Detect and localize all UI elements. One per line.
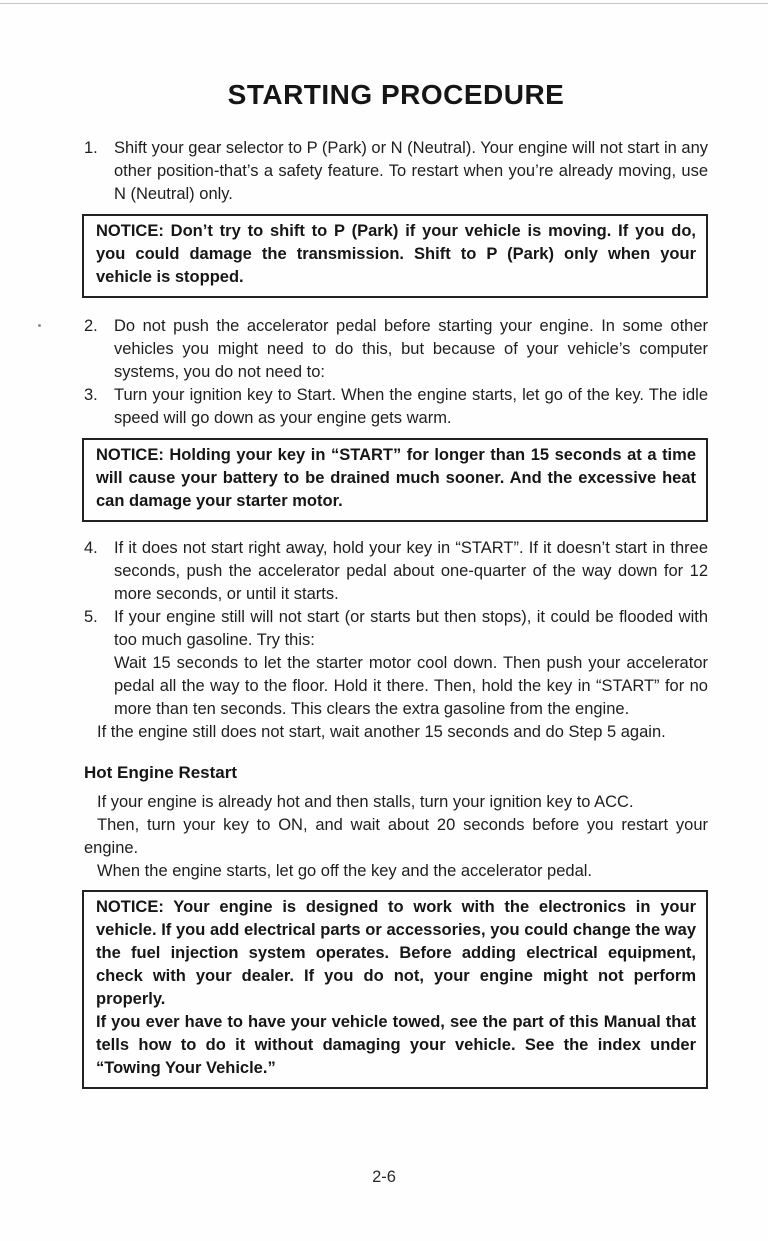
step-number: 3. — [84, 386, 98, 404]
step-item-2 — [84, 315, 708, 384]
step-text-continuation: Wait 15 seconds to let the starter motor cool down. Then push your accelerator pedal all the way to the floor. Hold it there. Then, hold the key in “START” for no more than ten seconds. This clears the extra gasoline from the engine. — [114, 654, 708, 718]
notice-box-electronics-towing — [82, 890, 708, 1089]
step-item-3 — [84, 384, 708, 430]
notice-text-towing: If you ever have to have your vehicle towed, see the part of this Manual that tells how to do it without damaging your vehicle. See the index under “Towing Your Vehicle.” — [96, 1013, 696, 1077]
notice-text: NOTICE: Don’t try to shift to P (Park) if your vehicle is moving. If you do, you could damage the transmission. Shift to P (Park) only when your vehicle is stopped. — [96, 222, 696, 286]
step-text: Do not push the accelerator pedal before starting your engine. In some other vehicles you might need to do this, but because of your vehicle’s computer systems, you do not need to: — [114, 317, 708, 381]
step-number: 4. — [84, 539, 98, 557]
step-text: Turn your ignition key to Start. When the engine starts, let go of the key. The idle speed will go down as your engine gets warm. — [114, 386, 708, 427]
notice-box-start-15-seconds — [82, 438, 708, 522]
notice-text: NOTICE: Your engine is designed to work with the electronics in your vehicle. If you add electrical parts or accessories, you could change the way the fuel injection system operates. Before adding electrical equipment, check with your dealer. If you do not, your engine might not perform properly. — [96, 898, 696, 1008]
step-text: Shift your gear selector to P (Park) or N (Neutral). Your engine will not start in any other position-that’s a safety feature. To restart when you’re already moving, use N (Neutral) only. — [114, 139, 708, 203]
scan-artifact-dot — [38, 324, 41, 327]
step-text — [114, 606, 708, 721]
scan-edge-line — [0, 3, 768, 4]
closing-paragraph: If the engine still does not start, wait another 15 seconds and do Step 5 again. — [97, 723, 666, 741]
hot-restart-paragraph-3: When the engine starts, let go off the key and the accelerator pedal. — [97, 862, 593, 880]
step-item-1 — [84, 137, 708, 206]
step-item-5 — [84, 606, 708, 721]
notice-box-shift-to-park — [82, 214, 708, 298]
section-heading-hot-engine-restart: Hot Engine Restart — [84, 763, 238, 782]
step-number: 2. — [84, 317, 98, 335]
hot-restart-paragraph-1: If your engine is already hot and then stalls, turn your ignition key to ACC. — [97, 793, 634, 811]
hot-restart-paragraph-2: Then, turn your key to ON, and wait about 20 seconds before you restart your engine. — [84, 816, 708, 857]
page-title: STARTING PROCEDURE — [227, 79, 565, 110]
step-number: 1. — [84, 139, 98, 157]
step-number: 5. — [84, 608, 98, 626]
notice-text: NOTICE: Holding your key in “START” for longer than 15 seconds at a time will cause your battery to be drained much sooner. And the excessive heat can damage your starter motor. — [96, 446, 696, 510]
step-text-line: If your engine still will not start (or starts but then stops), it could be flooded with too much gasoline. Try this: — [114, 608, 708, 649]
step-item-4 — [84, 537, 708, 606]
page-number: 2-6 — [372, 1168, 396, 1186]
step-text: If it does not start right away, hold your key in “START”. If it doesn’t start in three seconds, push the accelerator pedal about one-quarter of the way down for 12 more seconds, or until it starts. — [114, 539, 708, 603]
